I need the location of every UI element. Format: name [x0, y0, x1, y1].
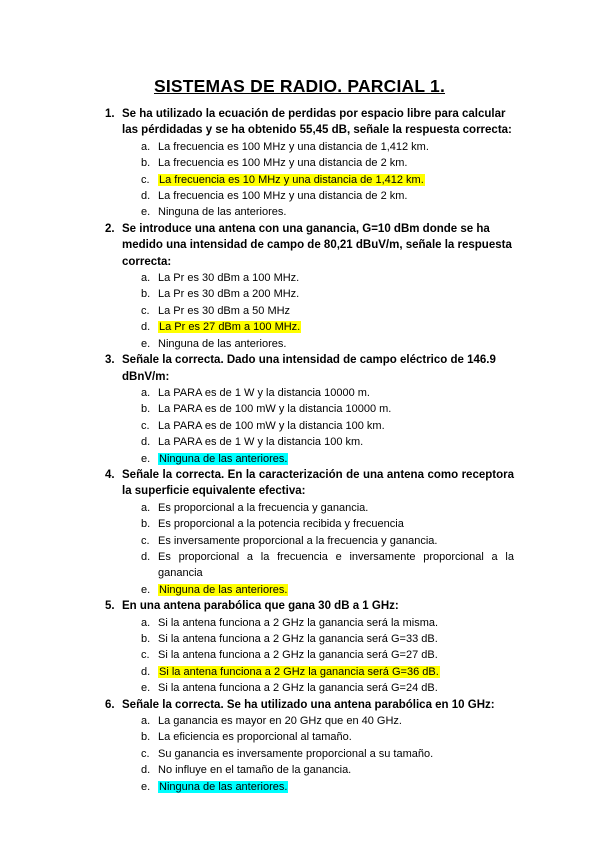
answer-option-d	[0, 664, 599, 680]
option-text-wrapper	[158, 582, 514, 598]
option-letter: d.	[141, 190, 151, 203]
question-number: 5.	[105, 600, 115, 613]
answer-option-a	[0, 270, 599, 286]
option-text: Es proporcional a la frecuencia e inversamente proporcional a la ganancia	[158, 550, 514, 580]
answer-option-e	[0, 680, 599, 696]
option-text-wrapper	[158, 729, 514, 745]
option-letter: a.	[141, 386, 151, 399]
option-text-wrapper	[158, 172, 514, 188]
page-title: SISTEMAS DE RADIO. PARCIAL 1.	[153, 76, 446, 96]
option-text: La ganancia es mayor en 20 GHz que en 40 GHz.	[158, 715, 402, 728]
option-text: Es inversamente proporcional a la frecuencia y ganancia.	[158, 534, 438, 547]
question-number: 4.	[105, 468, 115, 481]
option-text-wrapper	[158, 713, 514, 729]
answer-option-a	[0, 500, 599, 516]
option-letter: d.	[141, 436, 151, 449]
option-text-wrapper	[158, 155, 514, 171]
option-text: La frecuencia es 100 MHz y una distancia de 2 km.	[158, 190, 408, 203]
question-number: 2.	[105, 222, 115, 235]
option-text-wrapper	[158, 434, 514, 450]
option-text: Su ganancia es inversamente proporcional a su tamaño.	[158, 747, 434, 760]
option-text: La PARA es de 1 W y la distancia 100 km.	[158, 436, 364, 449]
option-text-wrapper	[158, 139, 514, 155]
highlighted-answer-text: Ninguna de las anteriores.	[159, 780, 288, 793]
question-text: En una antena parabólica que gana 30 dB a 1 GHz:	[122, 600, 399, 613]
option-letter: e.	[141, 780, 151, 793]
option-text: Si la antena funciona a 2 GHz la ganancia será la misma.	[158, 616, 439, 629]
highlighted-answer-text: Si la antena funciona a 2 GHz la ganancia será G=36 dB.	[159, 665, 439, 678]
option-letter: b.	[141, 403, 151, 416]
question-text: Señale la correcta. En la caracterización de una antena como receptora la superficie equivalente efectiva:	[122, 468, 514, 498]
option-letter: a.	[141, 272, 151, 285]
answer-option-a	[0, 139, 599, 155]
answer-option-b	[0, 155, 599, 171]
option-text-wrapper	[158, 451, 514, 467]
option-text-wrapper	[158, 418, 514, 434]
answer-option-d	[0, 762, 599, 778]
answer-option-c	[0, 647, 599, 663]
answer-option-c	[0, 172, 599, 188]
option-letter: b.	[141, 633, 151, 645]
option-text-wrapper	[158, 779, 514, 795]
answer-option-a	[0, 713, 599, 729]
option-letter: e.	[141, 583, 151, 596]
question-text: Señale la correcta. Dado una intensidad de campo eléctrico de 146.9 dBnV/m:	[122, 354, 496, 383]
option-letter: a.	[141, 616, 151, 629]
option-text: Es proporcional a la potencia recibida y frecuencia	[158, 518, 404, 531]
highlighted-answer-text: Ninguna de las anteriores.	[159, 583, 288, 596]
answer-option-b	[0, 729, 599, 745]
option-letter: d.	[141, 321, 151, 334]
option-text-wrapper	[158, 549, 514, 582]
answer-option-a	[0, 385, 599, 401]
option-text: La PARA es de 1 W y la distancia 10000 m.	[158, 386, 370, 399]
option-letter: e.	[141, 337, 151, 350]
option-text: Si la antena funciona a 2 GHz la ganancia será G=24 dB.	[158, 682, 438, 695]
option-text-wrapper	[158, 303, 514, 319]
option-letter: c.	[141, 173, 150, 186]
option-letter: e.	[141, 682, 151, 695]
option-text: La Pr es 30 dBm a 200 MHz.	[158, 288, 300, 301]
answer-option-b	[0, 401, 599, 417]
answer-option-e	[0, 204, 599, 220]
question-list	[0, 106, 599, 795]
question-number: 6.	[105, 698, 115, 711]
answer-option-b	[0, 516, 599, 532]
option-text-wrapper	[158, 647, 514, 663]
option-letter: e.	[141, 206, 151, 219]
option-text-wrapper	[158, 319, 514, 335]
question-text: Señale la correcta. Se ha utilizado una antena parabólica en 10 GHz:	[122, 698, 495, 711]
option-letter: b.	[141, 157, 151, 170]
option-text: La Pr es 30 dBm a 100 MHz.	[158, 272, 300, 285]
option-text: La PARA es de 100 mW y la distancia 10000 m.	[158, 403, 392, 416]
option-text-wrapper	[158, 286, 514, 302]
answer-option-a	[0, 615, 599, 631]
question-number: 3.	[105, 354, 115, 367]
question-4	[0, 467, 599, 598]
option-text: La frecuencia es 100 MHz y una distancia de 2 km.	[158, 157, 408, 170]
option-text-wrapper	[158, 533, 514, 549]
option-text-wrapper	[158, 336, 514, 352]
answer-option-d	[0, 549, 599, 582]
option-letter: a.	[141, 140, 151, 153]
option-text-wrapper	[158, 401, 514, 417]
option-letter: c.	[141, 747, 150, 760]
answer-option-d	[0, 188, 599, 204]
answer-option-b	[0, 631, 599, 647]
option-text: Es proporcional a la frecuencia y ganancia.	[158, 501, 369, 514]
option-text: Ninguna de las anteriores.	[158, 206, 287, 219]
answer-option-c	[0, 418, 599, 434]
option-letter: a.	[141, 501, 151, 514]
question-number: 1.	[105, 108, 115, 120]
answer-option-e	[0, 779, 599, 795]
option-text-wrapper	[158, 516, 514, 532]
option-text-wrapper	[158, 270, 514, 286]
answer-option-d	[0, 319, 599, 335]
answer-option-b	[0, 286, 599, 302]
option-letter: c.	[141, 649, 150, 662]
option-text: Si la antena funciona a 2 GHz la ganancia será G=27 dB.	[158, 649, 438, 662]
option-text: Ninguna de las anteriores.	[158, 337, 287, 350]
question-6	[0, 697, 599, 795]
question-3	[0, 352, 599, 467]
option-letter: d.	[141, 665, 151, 678]
option-text: La Pr es 30 dBm a 50 MHz	[158, 304, 291, 317]
option-text-wrapper	[158, 746, 514, 762]
question-text: Se introduce una antena con una ganancia, G=10 dBm donde se ha medido una intensidad de campo de 80,21 dBuV/m, señale la respuesta correcta:	[122, 222, 512, 268]
option-letter: d.	[141, 764, 151, 777]
option-letter: b.	[141, 731, 151, 744]
answer-option-d	[0, 434, 599, 450]
option-text-wrapper	[158, 762, 514, 778]
option-text-wrapper	[158, 204, 514, 220]
question-2	[0, 221, 599, 352]
option-letter: c.	[141, 419, 150, 432]
option-letter: c.	[141, 534, 150, 547]
answer-option-c	[0, 746, 599, 762]
option-letter: b.	[141, 288, 151, 301]
option-letter: a.	[141, 715, 151, 728]
option-text: Si la antena funciona a 2 GHz la ganancia será G=33 dB.	[158, 633, 438, 645]
answer-option-c	[0, 303, 599, 319]
highlighted-answer-text: La Pr es 27 dBm a 100 MHz.	[159, 321, 301, 334]
highlighted-answer-text: Ninguna de las anteriores.	[159, 452, 288, 465]
question-5	[0, 598, 599, 696]
answer-option-e	[0, 451, 599, 467]
highlighted-answer-text: La frecuencia es 10 MHz y una distancia de 1,412 km.	[159, 173, 424, 186]
option-text-wrapper	[158, 664, 514, 680]
option-letter: d.	[141, 550, 151, 563]
answer-option-e	[0, 582, 599, 598]
question-text: Se ha utilizado la ecuación de perdidas por espacio libre para calcular las pérdidadas y se ha obtenido 55,45 dB, señale la respuesta correcta:	[122, 108, 512, 137]
option-text: La frecuencia es 100 MHz y una distancia de 1,412 km.	[158, 140, 429, 153]
option-text: La eficiencia es proporcional al tamaño.	[158, 731, 352, 744]
option-letter: c.	[141, 304, 150, 317]
option-text: La PARA es de 100 mW y la distancia 100 km.	[158, 419, 385, 432]
question-1	[0, 106, 599, 221]
option-text-wrapper	[158, 385, 514, 401]
option-text-wrapper	[158, 188, 514, 204]
option-letter: b.	[141, 518, 151, 531]
option-text-wrapper	[158, 680, 514, 696]
option-text-wrapper	[158, 631, 514, 647]
option-text: No influye en el tamaño de la ganancia.	[158, 764, 352, 777]
answer-option-c	[0, 533, 599, 549]
option-letter: e.	[141, 452, 151, 465]
option-text-wrapper	[158, 500, 514, 516]
answer-option-e	[0, 336, 599, 352]
option-text-wrapper	[158, 615, 514, 631]
